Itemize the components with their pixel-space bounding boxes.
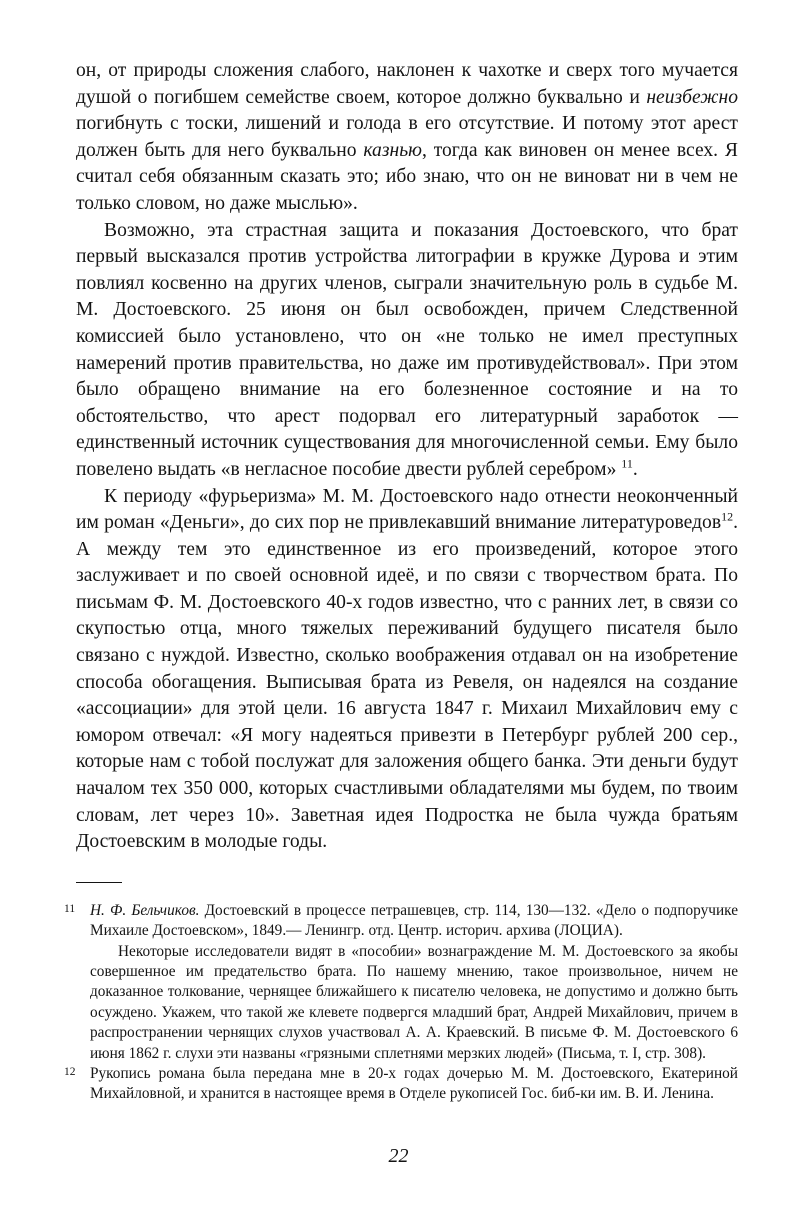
footnote-ref-12[interactable]: 12 <box>721 509 734 524</box>
main-text <box>76 58 738 856</box>
text-run: , тогда как виновен он менее всех. Я считал себя обязанным сказать это; ибо знаю, что он не виноват ни в чем не только словом, но даже мыслью». <box>76 139 739 214</box>
text-run: К периоду «фурьеризма» М. М. Достоевского надо отнести неоконченный им роман «Деньги», до сих пор не привлекавший внимание литературоведов <box>76 485 738 534</box>
footnote-author: Н. Ф. Бельчиков. <box>90 901 200 919</box>
footnote-divider <box>76 882 122 883</box>
footnote-11 <box>64 901 738 1064</box>
paragraph-2 <box>76 218 738 484</box>
footnote-ref-11[interactable]: 11 <box>621 456 633 471</box>
footnote-text: Рукопись романа была передана мне в 20-х годах дочерью М. М. Достоевского, Екатериной Михайловной, и хранится в настоящее время в Отделе рукописей Гос. биб-ки им. В. И. Ленина. <box>90 1065 738 1103</box>
text-run: . А между тем это единственное из его произведений, которое этого заслуживает и по своей основной идеё, и по связи с творчеством брата. По письмам Ф. М. Достоевского 40-х годов известно, что с ранних лет, в связи со скупостью отца, много тяжелых переживаний будущего писателя было связано с нуждой. Известно, сколько воображения отдавал он на изобретение способа обогащения. Выписывая брата из Ревеля, он надеялся на создание «ассоциации» для этой цели. 16 августа 1847 г. Михаил Михайлович ему с юмором отвечал: «Я могу надеяться привезти в Петербург рублей 200 сер., которые нам с тобой послужат для заложения общего банка. Эти деньги будут началом тех 350 000, которых счастливыми обладателями мы будем, по твоим словам, лет через 10». Заветная идея Подростка не была чужда братьям Достоевским в молодые годы. <box>76 512 738 853</box>
paragraph-1 <box>76 58 738 218</box>
text-run: Возможно, эта страстная защита и показания Достоевского, что брат первый высказался против устройства литографии в кружке Дурова и этим повлиял косвенно на других членов, сыграли значительную роль в судьбе М. М. Достоевского. 25 июня он был освобожден, причем Следственной комиссией было установлено, что он «не только не имел преступных намерений против правительства, но даже им противудействовал». При этом было обращено внимание на его болезненное состояние и на то обстоятельство, что арест подорвал его литературный заработок — единственный источник существования для многочисленной семьи. Ему было повелено выдать «в негласное пособие двести рублей серебром» <box>76 219 738 480</box>
text-run: погибнуть с тоски, лишений и голода в его отсутствие. И потому этот арест должен быть для него буквально <box>76 113 738 161</box>
footnote-text <box>90 901 738 942</box>
text-run: . <box>632 458 638 480</box>
emphasis: неизбежно <box>646 86 738 108</box>
text-run: он, от природы сложения слабого, наклонен к чахотке и сверх того мучается душой о погибшем семействе своем, которое должно буквально и <box>76 60 738 108</box>
paragraph-3 <box>76 484 738 856</box>
footnote-12 <box>64 1064 738 1105</box>
footnotes <box>64 901 738 1105</box>
footnote-number: 11 <box>64 902 76 915</box>
emphasis: казнью <box>363 139 422 161</box>
page <box>64 58 739 1105</box>
footnote-number: 12 <box>64 1066 76 1079</box>
footnote-text-continued: Некоторые исследователи видят в «пособии» вознаграждение М. М. Достоевского за якобы совершенное им предательство брата. По нашему мнению, такое произвольное, ничем не доказанное толкование, чернящее ближайшего к писателю человека, не допустимо и должно быть осуждено. Укажем, что такой же клевете подвергся младший брат, Андрей Михайлович, причем в распространении чернящих слухов участвовал А. А. Краевский. В письме Ф. М. Достоевского 6 июня 1862 г. слухи эти названы «грязными сплетнями мерзких людей» (Письма, т. I, стр. 308). <box>90 942 738 1062</box>
text-run: Достоевский в процессе петрашевцев, стр. 114, 130—132. «Дело о подпоручике Михаиле Достоевском», 1849.— Ленингр. отд. Центр. историч. архива (ЛОЦИА). <box>90 901 738 940</box>
page-number: 22 <box>388 1145 409 1167</box>
